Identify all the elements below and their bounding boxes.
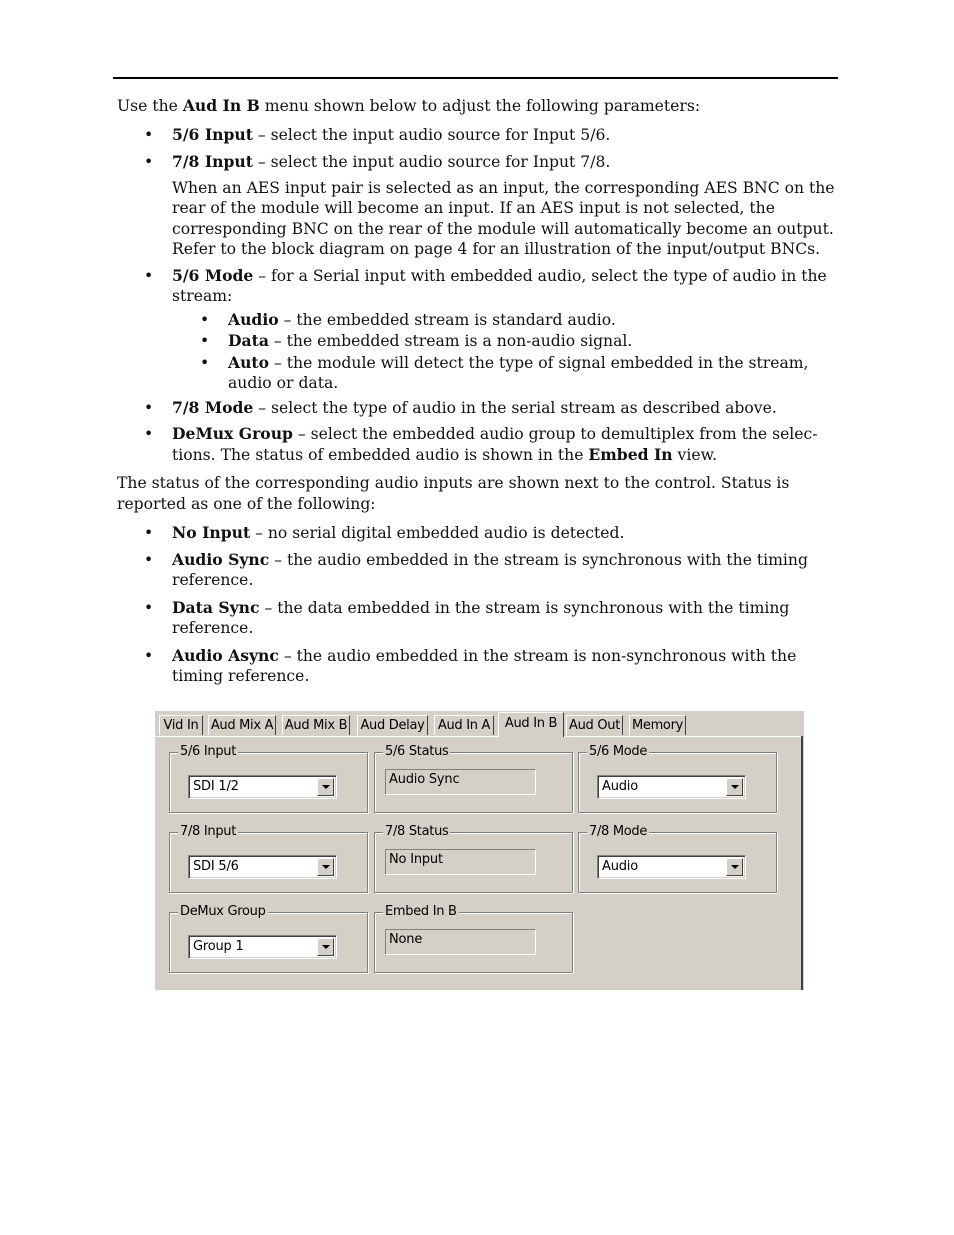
list-item (117, 125, 839, 146)
mode78-label: 7/8 Mode (589, 824, 648, 839)
status56-group (374, 744, 573, 813)
status78-field (385, 849, 536, 875)
param-term: 5/6 Input (172, 124, 253, 144)
embed-field (385, 929, 536, 955)
list-item (117, 398, 839, 419)
input56-label: 5/6 Input (180, 744, 237, 759)
mode-term: Data (228, 331, 269, 350)
mode-term: Auto (228, 352, 270, 372)
input78-value: SDI 5/6 (193, 859, 239, 874)
status56-value: Audio Sync (389, 772, 460, 787)
mode56-label: 5/6 Mode (589, 744, 648, 759)
list-item (117, 266, 839, 394)
tab-aud-delay[interactable]: Aud Delay (357, 715, 428, 735)
chevron-down-icon[interactable] (317, 938, 334, 956)
list-item (172, 310, 839, 331)
list-item (117, 598, 839, 639)
mode56-group (578, 744, 777, 813)
mode-desc: – the embedded stream is a non-audio signal. (268, 332, 633, 350)
status-desc: – the data embedded in the stream is synchronous with the timing reference. (172, 598, 790, 637)
demux-value: Group 1 (193, 939, 244, 954)
status-desc: – the audio embedded in the stream is non-synchronous with the timing reference. (172, 646, 797, 685)
panel-right-edge (801, 736, 803, 990)
param-desc: – for a Serial input with embedded audio, select the type of audio in the stream: (172, 266, 827, 305)
chevron-down-icon[interactable] (726, 858, 743, 876)
aud-in-b-panel (155, 711, 804, 990)
mode-list (117, 266, 839, 466)
status-desc: – the audio embedded in the stream is synchronous with the timing reference. (172, 550, 808, 589)
mode78-group (578, 824, 777, 893)
status78-label: 7/8 Status (385, 824, 449, 839)
input78-select[interactable] (188, 855, 337, 879)
list-item (117, 646, 839, 687)
status78-value: No Input (389, 852, 443, 867)
mode-options (172, 310, 839, 394)
param-term: 5/6 Mode (172, 265, 254, 285)
mode-desc: – the module will detect the type of signal embedded in the stream, audio or data. (228, 353, 809, 392)
mode56-select[interactable] (597, 775, 746, 799)
chevron-down-icon[interactable] (726, 778, 743, 796)
mode-term: Audio (228, 309, 279, 329)
menu-name: Aud In B (182, 96, 260, 115)
input56-value: SDI 1/2 (193, 779, 239, 794)
param-term: 7/8 Input (172, 152, 253, 171)
list-item (117, 152, 839, 173)
input56-select[interactable] (188, 775, 337, 799)
param-term: 7/8 Mode (172, 397, 254, 417)
list-item (117, 424, 839, 465)
status78-group (374, 824, 573, 893)
status-term: No Input (172, 523, 251, 542)
mode78-value: Audio (602, 859, 638, 874)
param-desc-end: view. (672, 445, 718, 464)
status-term: Audio Sync (172, 549, 270, 569)
param-term: DeMux Group (172, 424, 293, 443)
list-item (117, 523, 839, 544)
list-item (117, 550, 839, 591)
tab-aud-mix-a[interactable]: Aud Mix A (208, 715, 276, 735)
param-desc: – select the input audio source for Input 7/8. (252, 153, 611, 171)
tab-aud-out[interactable]: Aud Out (566, 715, 623, 735)
document-body (117, 96, 839, 687)
tab-vid-in[interactable]: Vid In (159, 715, 203, 735)
status-desc: – no serial digital embedded audio is detected. (250, 524, 625, 542)
status-list (117, 523, 839, 687)
param-desc: – select the type of audio in the serial stream as described above. (253, 398, 777, 417)
input78-label: 7/8 Input (180, 824, 237, 839)
aes-note: When an AES input pair is selected as an input, the corresponding AES BNC on the rear of the module will become an input. If an AES input is not selected, the corresponding BNC on the rear of the module will automatically become an output. Refer to the block diagram on page 4 for an illustration of the input/output BNCs. (172, 178, 835, 258)
mode56-value: Audio (602, 779, 638, 794)
param-desc: – select the input audio source for Input 5/6. (252, 125, 611, 144)
parameter-list (117, 125, 839, 173)
chevron-down-icon[interactable] (317, 858, 334, 876)
tab-bar (155, 711, 804, 737)
intro-text: Use the (117, 97, 183, 115)
status56-label: 5/6 Status (385, 744, 449, 759)
tab-aud-in-a[interactable]: Aud In A (434, 715, 494, 735)
embed-group (374, 904, 573, 973)
intro-paragraph (117, 96, 839, 117)
list-item (172, 331, 839, 352)
demux-group (169, 904, 368, 973)
input78-group (169, 824, 368, 893)
param-desc: – select the embedded audio group to demultiplex from the selec-tions. The status of embedded audio is shown in the (172, 425, 818, 464)
demux-label: DeMux Group (180, 904, 266, 919)
intro-text-end: menu shown below to adjust the following parameters: (259, 97, 701, 115)
status-term: Audio Async (172, 645, 279, 665)
status56-field (385, 769, 536, 795)
header-rule (113, 77, 838, 79)
chevron-down-icon[interactable] (317, 778, 334, 796)
tab-memory[interactable]: Memory (629, 715, 686, 735)
tab-baseline (155, 736, 802, 737)
status-term: Data Sync (172, 597, 260, 617)
mode-desc: – the embedded stream is standard audio. (278, 310, 616, 329)
embed-value: None (389, 932, 423, 947)
tab-aud-mix-b[interactable]: Aud Mix B (282, 715, 350, 735)
status-intro: The status of the corresponding audio inputs are shown next to the control. Status is reported as one of the following: (117, 474, 790, 513)
demux-select[interactable] (188, 935, 337, 959)
view-name: Embed In (588, 444, 673, 464)
tab-aud-in-b[interactable]: Aud In B (498, 712, 564, 737)
list-item (172, 353, 839, 394)
mode78-select[interactable] (597, 855, 746, 879)
input56-group (169, 744, 368, 813)
embed-label: Embed In B (385, 904, 457, 919)
